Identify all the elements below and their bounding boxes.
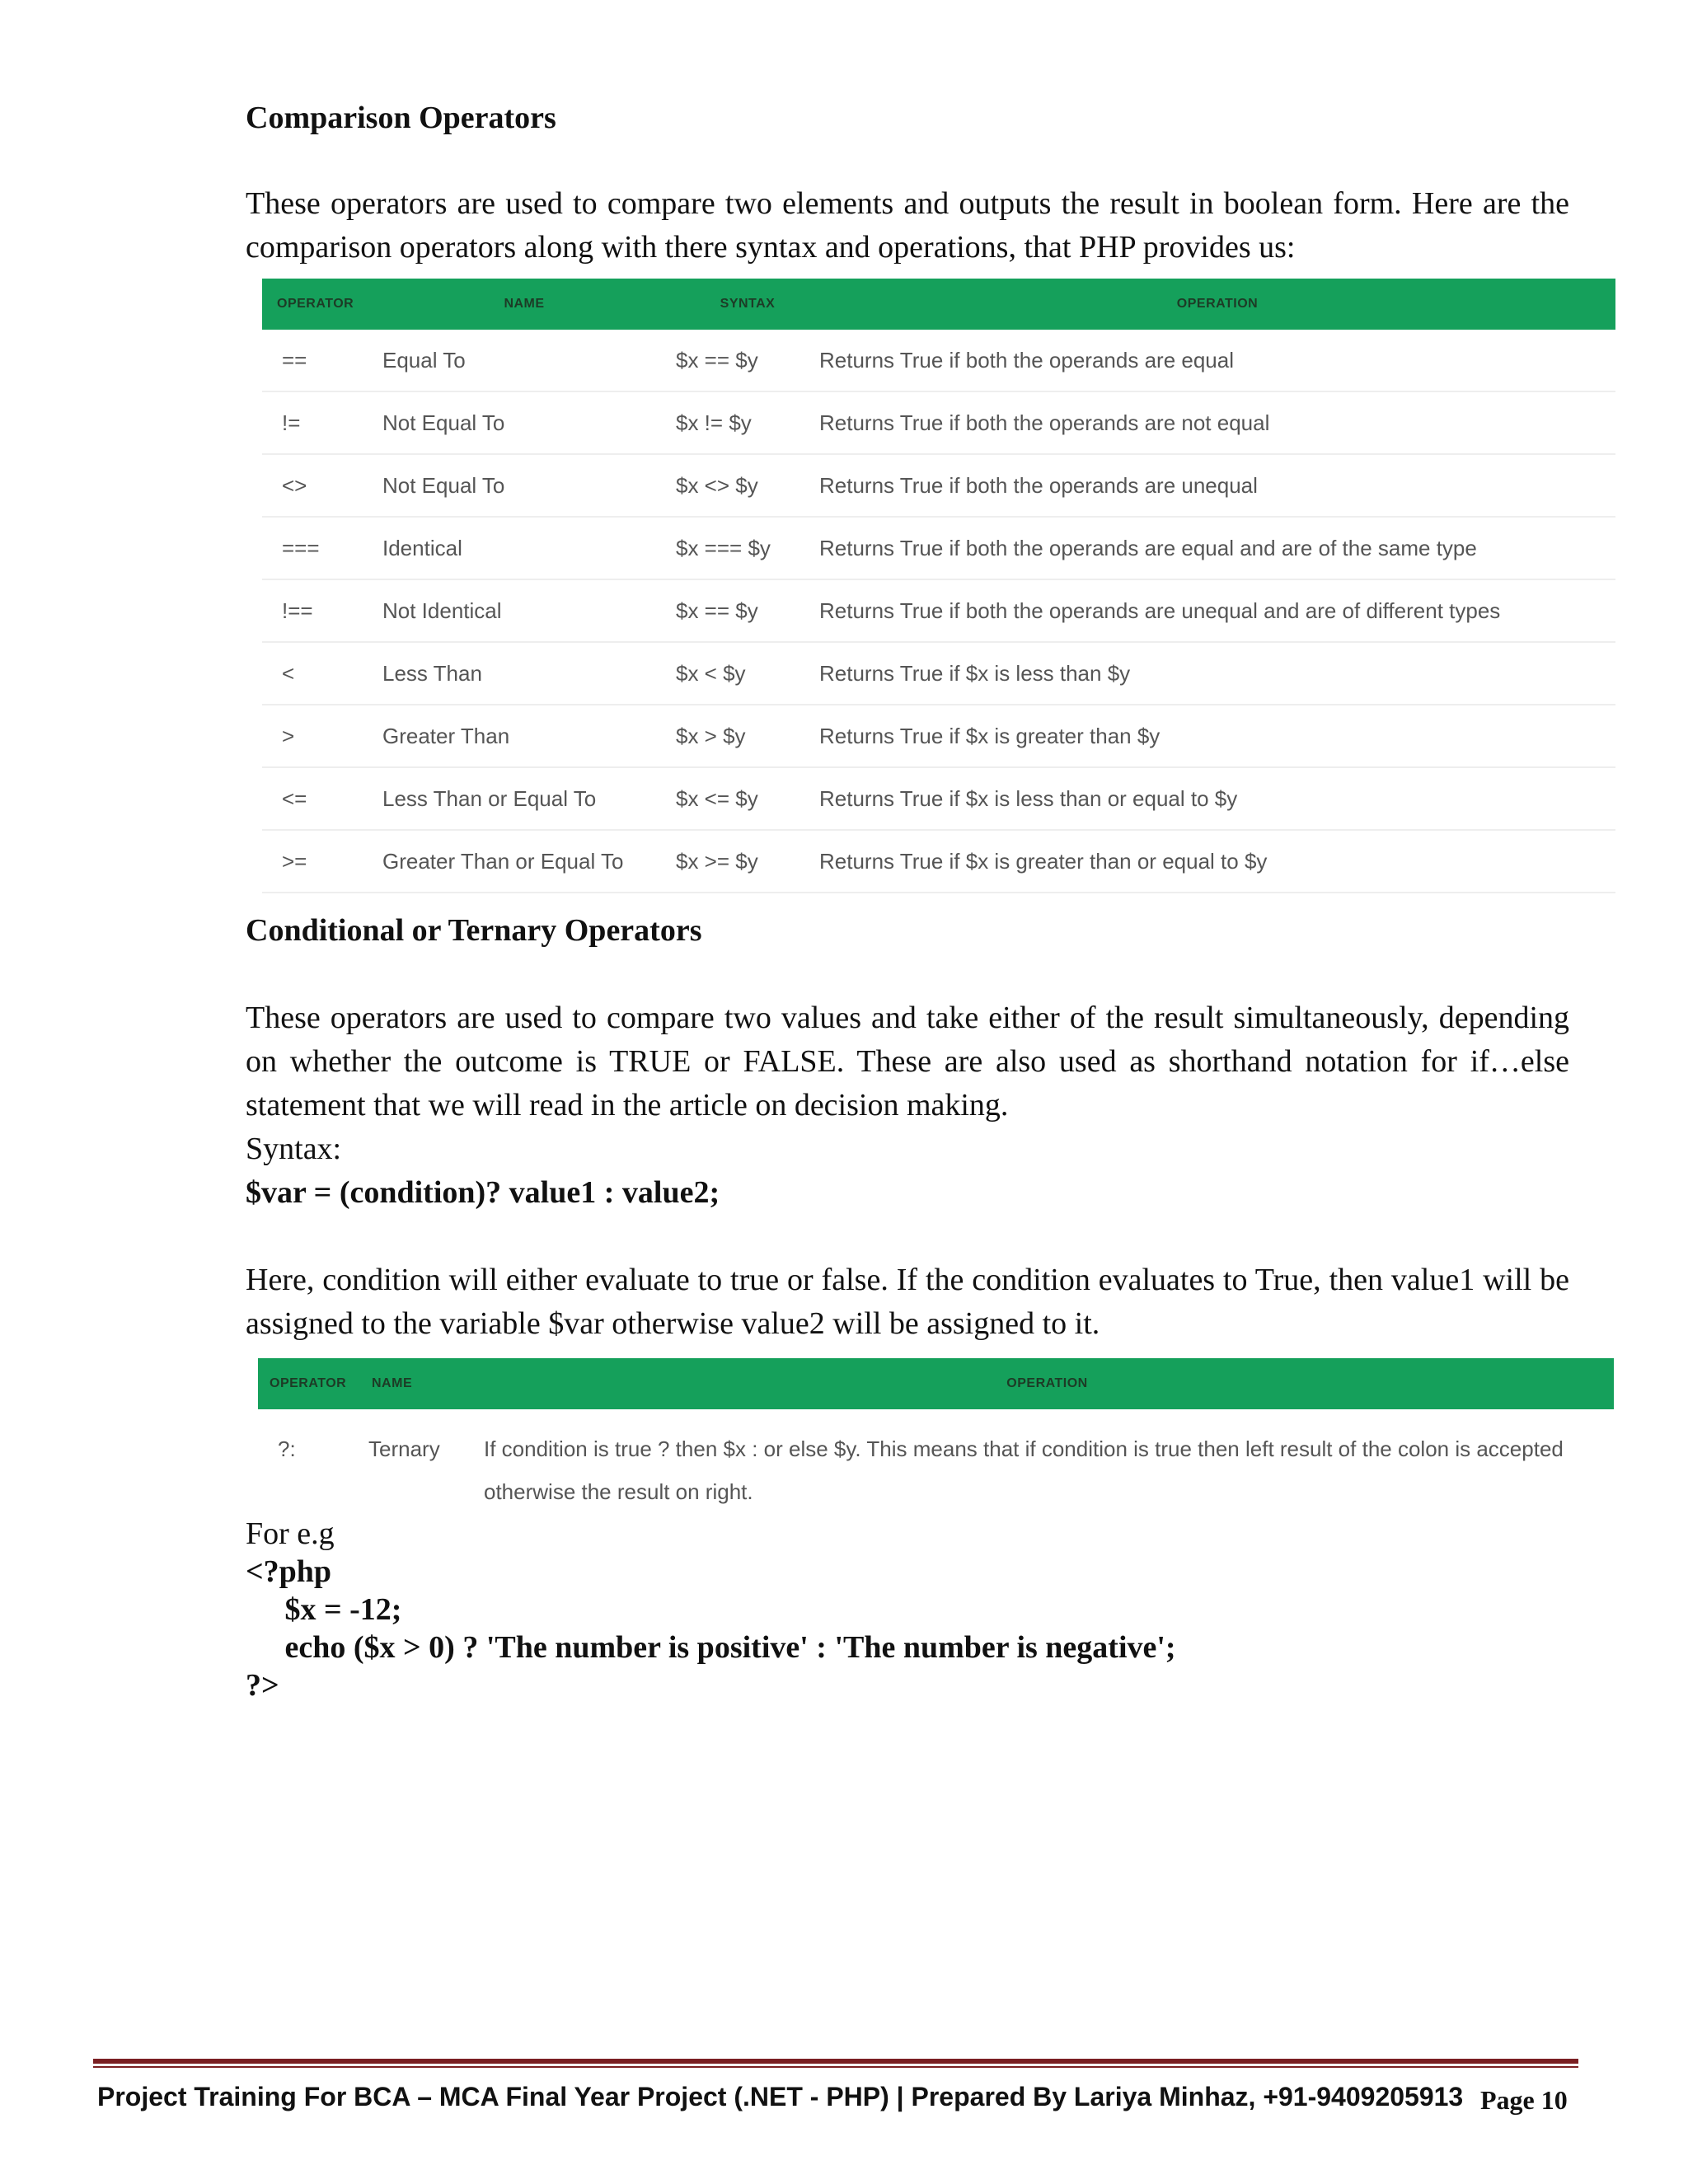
table-row [262, 642, 1615, 705]
table-header-row [262, 279, 1615, 330]
cell-operator: !== [262, 579, 373, 642]
cell-syntax: $x < $y [676, 642, 819, 705]
syntax-label: Syntax: [246, 1132, 342, 1166]
cell-operation: Returns True if $x is greater than or equal to $y [819, 830, 1615, 893]
header-operator: OPERATOR [258, 1358, 365, 1409]
code-line: $x = -12; [246, 1592, 402, 1627]
cell-name: Not Identical [373, 579, 676, 642]
table-row [262, 391, 1615, 454]
table-row [262, 454, 1615, 517]
cell-operation: Returns True if $x is less than or equal to $y [819, 767, 1615, 830]
comparison-operators-table [262, 279, 1615, 893]
cell-operation: Returns True if both the operands are equal and are of the same type [819, 517, 1615, 579]
cell-name: Equal To [373, 330, 676, 391]
cell-operation: Returns True if $x is greater than $y [819, 705, 1615, 767]
table-row [258, 1409, 1614, 1513]
cell-name: Less Than or Equal To [373, 767, 676, 830]
header-syntax: SYNTAX [676, 279, 819, 330]
cell-syntax: $x === $y [676, 517, 819, 579]
ternary-heading: Conditional or Ternary Operators [246, 913, 702, 948]
cell-name: Greater Than or Equal To [373, 830, 676, 893]
table-row [262, 330, 1615, 391]
header-operation: OPERATION [819, 279, 1615, 330]
cell-syntax: $x == $y [676, 330, 819, 391]
cell-syntax: $x <> $y [676, 454, 819, 517]
cell-name: Identical [373, 517, 676, 579]
cell-operation: Returns True if both the operands are unequal and are of different types [819, 579, 1615, 642]
cell-operation: If condition is true ? then $x : or else $y. This means that if condition is true then left result of the colon is accepted otherwise the result on right. [484, 1436, 1564, 1504]
cell-name: Not Equal To [373, 454, 676, 517]
syntax-code: $var = (condition)? value1 : value2; [246, 1175, 720, 1210]
table-header-row [258, 1358, 1614, 1409]
header-name: NAME [365, 1358, 481, 1409]
footer-text: Project Training For BCA – MCA Final Year Project (.NET - PHP) | Prepared By Lariya Minhaz, +91-9409205913 [97, 2082, 1464, 2111]
cell-operator: <= [262, 767, 373, 830]
cell-operator: == [262, 330, 373, 391]
code-line: echo ($x > 0) ? 'The number is positive' : 'The number is negative'; [246, 1630, 1176, 1665]
cell-operator: ?: [278, 1436, 296, 1461]
cell-name: Less Than [373, 642, 676, 705]
table-row [262, 517, 1615, 579]
comparison-intro: These operators are used to compare two elements and outputs the result in boolean form. Here are the comparison operators along with there syntax and operations, that PHP provides us: [246, 186, 1569, 265]
table-row [262, 579, 1615, 642]
footer-rule [93, 2059, 1578, 2064]
cell-operation: Returns True if both the operands are unequal [819, 454, 1615, 517]
cell-name: Ternary [368, 1436, 440, 1461]
cell-operation: Returns True if $x is less than $y [819, 642, 1615, 705]
footer-rule-thin [93, 2066, 1578, 2068]
header-name: NAME [373, 279, 676, 330]
table-row [262, 830, 1615, 893]
table-row [262, 705, 1615, 767]
cell-syntax: $x >= $y [676, 830, 819, 893]
cell-operator: === [262, 517, 373, 579]
cell-name: Not Equal To [373, 391, 676, 454]
code-line: <?php [246, 1554, 332, 1589]
cell-operator: > [262, 705, 373, 767]
comparison-heading: Comparison Operators [246, 101, 556, 135]
ternary-intro: These operators are used to compare two values and take either of the result simultaneously, depending on whether the outcome is TRUE or FALSE. These are also used as shorthand notation for if…else statement that we will read in the article on decision making. [246, 1001, 1569, 1122]
example-label: For e.g [246, 1516, 335, 1551]
cell-syntax: $x == $y [676, 579, 819, 642]
cell-operation: Returns True if both the operands are not equal [819, 391, 1615, 454]
cell-operator: != [262, 391, 373, 454]
cell-syntax: $x <= $y [676, 767, 819, 830]
table-row [262, 767, 1615, 830]
ternary-explanation: Here, condition will either evaluate to true or false. If the condition evaluates to True, then value1 will be assigned to the variable $var otherwise value2 will be assigned to it. [246, 1263, 1569, 1341]
code-line: ?> [246, 1668, 279, 1703]
cell-syntax: $x != $y [676, 391, 819, 454]
header-operator: OPERATOR [262, 279, 373, 330]
cell-name: Greater Than [373, 705, 676, 767]
header-operation: OPERATION [481, 1358, 1614, 1409]
cell-operator: <> [262, 454, 373, 517]
cell-operation: Returns True if both the operands are equal [819, 330, 1615, 391]
page-number: Page 10 [1480, 2085, 1568, 2115]
ternary-operator-table [258, 1358, 1614, 1513]
cell-operator: < [262, 642, 373, 705]
cell-operator: >= [262, 830, 373, 893]
cell-syntax: $x > $y [676, 705, 819, 767]
